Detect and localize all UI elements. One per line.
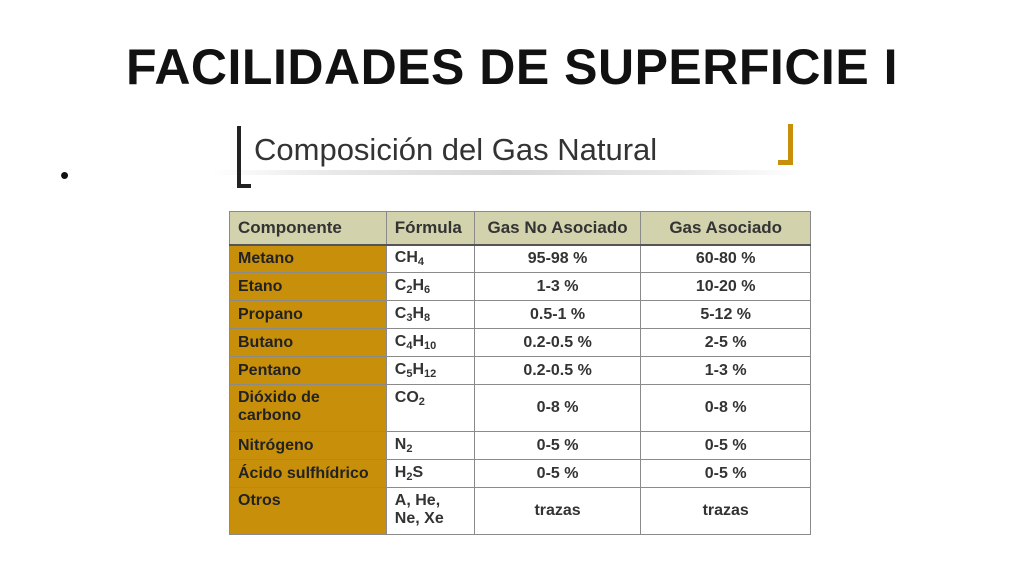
component-name-cell: Nitrógeno xyxy=(230,432,387,460)
formula-text: A, He, Ne, Xe xyxy=(394,492,444,527)
formula-cell xyxy=(386,357,474,385)
table-row xyxy=(230,273,811,301)
formula-subscript: 5 xyxy=(406,368,413,380)
gas-asociado-cell: 0-8 % xyxy=(641,385,811,432)
left-bracket-decoration xyxy=(237,126,241,188)
component-name-cell: Dióxido de carbono xyxy=(230,385,387,432)
formula-subscript: 4 xyxy=(406,340,413,352)
composition-table xyxy=(229,211,811,535)
formula-text: S xyxy=(412,464,424,481)
header-componente: Componente xyxy=(230,212,387,245)
formula-cell xyxy=(386,460,474,488)
gas-no-asociado-cell: 0-5 % xyxy=(474,432,641,460)
right-bracket-foot xyxy=(778,160,793,165)
component-name-cell: Butano xyxy=(230,329,387,357)
gas-no-asociado-cell: 1-3 % xyxy=(474,273,641,301)
table-row xyxy=(230,460,811,488)
gas-asociado-cell: 5-12 % xyxy=(641,301,811,329)
formula-text: N xyxy=(394,436,407,453)
formula-text: H xyxy=(394,464,407,481)
formula-subscript: 2 xyxy=(406,443,413,455)
formula-subscript: 10 xyxy=(424,340,437,352)
formula-subscript: 2 xyxy=(406,471,413,483)
gas-no-asociado-cell: 0-5 % xyxy=(474,460,641,488)
table-header-row xyxy=(230,212,811,245)
table-row xyxy=(230,301,811,329)
formula-subscript: 4 xyxy=(417,256,425,269)
formula-cell xyxy=(386,385,474,432)
formula-text: C xyxy=(394,277,407,294)
gas-asociado-cell: 10-20 % xyxy=(641,273,811,301)
component-name-cell: Pentano xyxy=(230,357,387,385)
formula-subscript: 6 xyxy=(424,284,431,296)
formula-text: C xyxy=(394,305,407,322)
gas-no-asociado-cell: 0-8 % xyxy=(474,385,641,432)
formula-cell xyxy=(386,273,474,301)
right-bracket-decoration xyxy=(788,124,793,164)
formula-cell xyxy=(386,432,474,460)
slide-title: FACILIDADES DE SUPERFICIE I xyxy=(126,39,898,95)
formula-text: CH xyxy=(394,249,418,267)
component-name-cell: Otros xyxy=(230,488,387,535)
formula-subscript: 2 xyxy=(418,396,425,408)
formula-text: H xyxy=(412,361,425,378)
gas-no-asociado-cell: 0.5-1 % xyxy=(474,301,641,329)
component-name-cell: Metano xyxy=(230,245,387,273)
table-body xyxy=(230,245,811,535)
formula-text: CO xyxy=(394,389,419,406)
gas-no-asociado-cell: 0.2-0.5 % xyxy=(474,357,641,385)
formula-text: H xyxy=(412,333,425,350)
formula-cell xyxy=(386,301,474,329)
banner-underline xyxy=(212,170,802,175)
table-caption: Composición del Gas Natural xyxy=(254,132,658,167)
table-banner xyxy=(212,118,812,196)
gas-asociado-cell: trazas xyxy=(641,488,811,535)
gas-asociado-cell: 0-5 % xyxy=(641,432,811,460)
formula-cell xyxy=(386,488,474,535)
table-row xyxy=(230,357,811,385)
table-row xyxy=(230,432,811,460)
header-gas-asociado: Gas Asociado xyxy=(641,212,811,245)
formula-cell xyxy=(386,329,474,357)
formula-text: H xyxy=(412,277,425,294)
gas-no-asociado-cell: 0.2-0.5 % xyxy=(474,329,641,357)
formula-text: C xyxy=(394,333,407,350)
header-gas-no-asociado: Gas No Asociado xyxy=(474,212,641,245)
component-name-cell: Ácido sulfhídrico xyxy=(230,460,387,488)
table-row xyxy=(230,385,811,432)
formula-cell xyxy=(386,245,474,273)
formula-subscript: 3 xyxy=(406,312,413,324)
component-name-cell: Propano xyxy=(230,301,387,329)
component-name-cell: Etano xyxy=(230,273,387,301)
bullet-marker: • xyxy=(60,160,70,190)
formula-subscript: 8 xyxy=(424,312,431,324)
formula-subscript: 2 xyxy=(406,284,413,296)
left-bracket-foot xyxy=(237,184,251,188)
header-formula: Fórmula xyxy=(386,212,474,245)
table-row xyxy=(230,245,811,273)
gas-no-asociado-cell: trazas xyxy=(474,488,641,535)
formula-text: C xyxy=(394,361,407,378)
gas-asociado-cell: 60-80 % xyxy=(641,245,811,273)
gas-asociado-cell: 1-3 % xyxy=(641,357,811,385)
gas-no-asociado-cell: 95-98 % xyxy=(474,245,641,273)
formula-subscript: 12 xyxy=(424,368,437,380)
table-row xyxy=(230,488,811,535)
gas-asociado-cell: 0-5 % xyxy=(641,460,811,488)
table-row xyxy=(230,329,811,357)
gas-asociado-cell: 2-5 % xyxy=(641,329,811,357)
formula-text: H xyxy=(412,305,425,322)
